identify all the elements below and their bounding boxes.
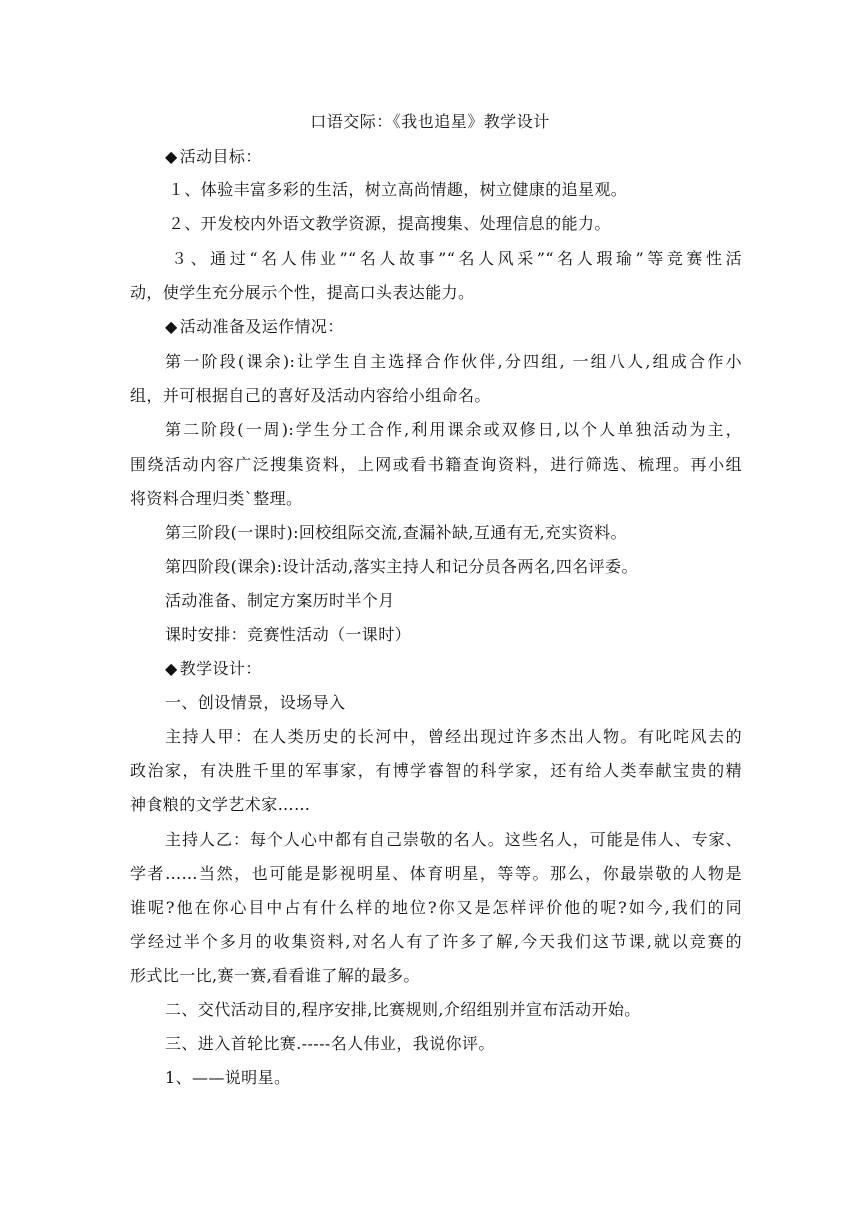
prep-line: 第二阶段(一周):学生分工合作,利用课余或双修日,以个人单独活动为主， xyxy=(165,420,742,439)
goal-item: ３、通过“名人伟业”“名人故事”“名人风采”“名人瑕瑜”等竞赛性活 xyxy=(171,249,742,268)
design-line: 三、进入首轮比赛.-----名人伟业，我说你评。 xyxy=(165,1034,495,1053)
design-line: 二、交代活动目的,程序安排,比赛规则,介绍组别并宣布活动开始。 xyxy=(165,1000,641,1019)
design-line: 形式比一比,赛一赛,看看谁了解的最多。 xyxy=(130,966,420,985)
goal-item: 动，使学生充分展示个性，提高口头表达能力。 xyxy=(130,283,475,302)
design-line: 政治家，有决胜千里的军事家，有博学睿智的科学家，还有给人类奉献宝贵的精 xyxy=(130,761,742,780)
document-title: 口语交际：《我也追星》教学设计 xyxy=(310,112,550,131)
goal-item: ２、开发校内外语文教学资源，提高搜集、处理信息的能力。 xyxy=(168,214,611,233)
prep-line: 第三阶段(一课时):回校组际交流,查漏补缺,互通有无,充实资料。 xyxy=(165,523,627,542)
design-line: 主持人甲：在人类历史的长河中，曾经出现过许多杰出人物。有叱咤风去的 xyxy=(165,727,742,746)
prep-line: 组，并可根据自己的喜好及活动内容给小组命名。 xyxy=(130,386,491,405)
prep-line: 围绕活动内容广泛搜集资料，上网或看书籍查询资料，进行筛选、梳理。再小组 xyxy=(130,455,742,474)
prep-line: 活动准备、制定方案历时半个月 xyxy=(165,591,395,610)
prep-line: 课时安排：竞赛性活动（一课时） xyxy=(165,625,412,644)
prep-line: 第一阶段(课余):让学生自主选择合作伙伴,分四组, 一组八人,组成合作小 xyxy=(165,352,742,371)
design-line: 学经过半个多月的收集资料,对名人有了许多了解,今天我们这节课,就以竞赛的 xyxy=(130,932,742,951)
design-line: 学者……当然，也可能是影视明星、体育明星，等等。那么，你最崇敬的人物是 xyxy=(130,864,742,883)
design-line: 谁呢?他在你心目中占有什么样的地位?你又是怎样评价他的呢?如今,我们的同 xyxy=(130,898,742,917)
prep-heading: ◆ 活动准备及运作情况： xyxy=(165,315,344,339)
design-line: 主持人乙：每个人心中都有自己崇敬的名人。这些名人，可能是伟人、专家、 xyxy=(165,830,742,849)
bullet-diamond-icon: ◆ xyxy=(165,317,178,336)
goals-heading: ◆ 活动目标： xyxy=(165,145,262,169)
bullet-diamond-icon: ◆ xyxy=(165,659,178,678)
bullet-diamond-icon: ◆ xyxy=(165,147,178,166)
design-line: 神食粮的文学艺术家…… xyxy=(130,795,311,814)
goal-item: １、体验丰富多彩的生活，树立高尚情趣，树立健康的追星观。 xyxy=(168,180,628,199)
design-line: 1、——说明星。 xyxy=(165,1068,291,1087)
prep-line: 第四阶段(课余):设计活动,落实主持人和记分员各两名,四名评委。 xyxy=(165,557,638,576)
prep-line: 将资料合理归类`整理。 xyxy=(130,489,303,508)
design-heading: ◆ 教学设计： xyxy=(165,657,262,681)
design-line: 一、创设情景，设场导入 xyxy=(165,693,346,712)
